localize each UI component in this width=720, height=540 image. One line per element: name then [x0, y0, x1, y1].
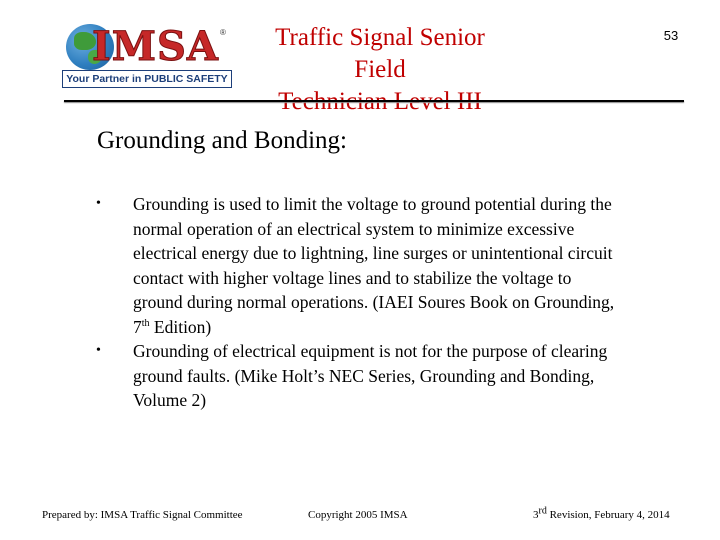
- footer-revision: 3rd Revision, February 4, 2014: [533, 505, 670, 521]
- bullet-list: [96, 192, 616, 413]
- section-heading: Grounding and Bonding:: [97, 127, 347, 154]
- bullet-text: Grounding is used to limit the voltage to ground potential during the normal operation of an electrical system to minimize excessive electrical energy due to lightning, line surges or unintentional circuit contact with higher voltage lines and to stabilize the voltage to ground during normal operations. (IAEI Soures Book on Grounding, 7th Edition): [133, 194, 615, 337]
- ordinal-suffix: th: [141, 317, 150, 329]
- slide-title: [250, 22, 510, 118]
- bullet-text: Grounding of electrical equipment is not for the purpose of clearing ground faults. (Mike Holt’s NEC Series, Grounding and Bonding, Volume 2): [133, 341, 608, 410]
- logo-wordmark: IMSA: [92, 23, 219, 70]
- bullet-item: [96, 192, 616, 339]
- bullet-marker: •: [96, 196, 101, 211]
- footer-copyright: Copyright 2005 IMSA: [308, 509, 408, 521]
- logo-tagline: Your Partner in PUBLIC SAFETY: [62, 70, 232, 88]
- header-divider: [64, 100, 684, 102]
- bullet-item: [96, 339, 616, 413]
- page-number: 53: [663, 28, 679, 43]
- registered-mark: ®: [220, 28, 226, 37]
- imsa-logo: [62, 22, 232, 88]
- title-line-2: Technician Level III: [278, 88, 482, 115]
- bullet-marker: •: [96, 343, 101, 358]
- footer-prepared-by: Prepared by: IMSA Traffic Signal Committee: [42, 509, 243, 521]
- title-line-1: Traffic Signal Senior Field: [275, 24, 485, 83]
